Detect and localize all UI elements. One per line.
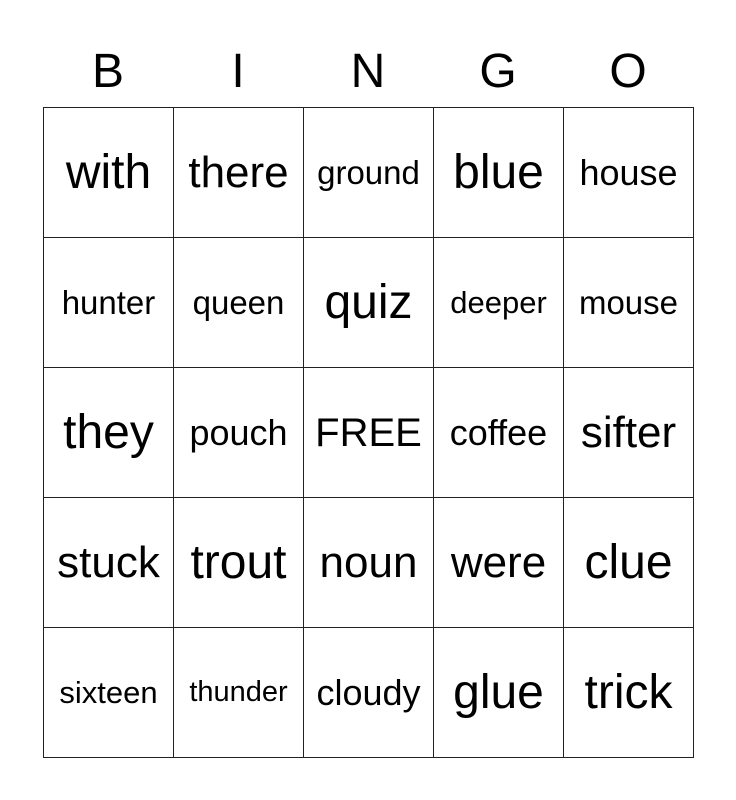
bingo-cell: hunter xyxy=(44,238,174,368)
bingo-cell: cloudy xyxy=(304,628,434,758)
bingo-cell: pouch xyxy=(174,368,304,498)
bingo-cell: with xyxy=(44,108,174,238)
bingo-header xyxy=(43,38,693,108)
bingo-cell: sifter xyxy=(564,368,694,498)
bingo-cell: mouse xyxy=(564,238,694,368)
bingo-cell: house xyxy=(564,108,694,238)
bingo-cell: clue xyxy=(564,498,694,628)
bingo-cell: trout xyxy=(174,498,304,628)
bingo-cell: coffee xyxy=(434,368,564,498)
bingo-cell: noun xyxy=(304,498,434,628)
bingo-cell: stuck xyxy=(44,498,174,628)
bingo-cell: there xyxy=(174,108,304,238)
bingo-board xyxy=(43,107,694,758)
header-letter-n: N xyxy=(350,45,386,98)
bingo-cell: blue xyxy=(434,108,564,238)
bingo-cell: were xyxy=(434,498,564,628)
header-letter-o: O xyxy=(609,45,647,98)
header-letter-g: G xyxy=(479,45,517,98)
free-space-cell: FREE xyxy=(304,368,434,498)
bingo-cell: deeper xyxy=(434,238,564,368)
bingo-cell: queen xyxy=(174,238,304,368)
bingo-cell: sixteen xyxy=(44,628,174,758)
bingo-cell: trick xyxy=(564,628,694,758)
bingo-cell: glue xyxy=(434,628,564,758)
bingo-cell: thunder xyxy=(174,628,304,758)
header-letter-b: B xyxy=(91,45,124,98)
bingo-cell: quiz xyxy=(304,238,434,368)
bingo-cell: ground xyxy=(304,108,434,238)
header-letter-i: I xyxy=(231,45,245,98)
bingo-cell: they xyxy=(44,368,174,498)
